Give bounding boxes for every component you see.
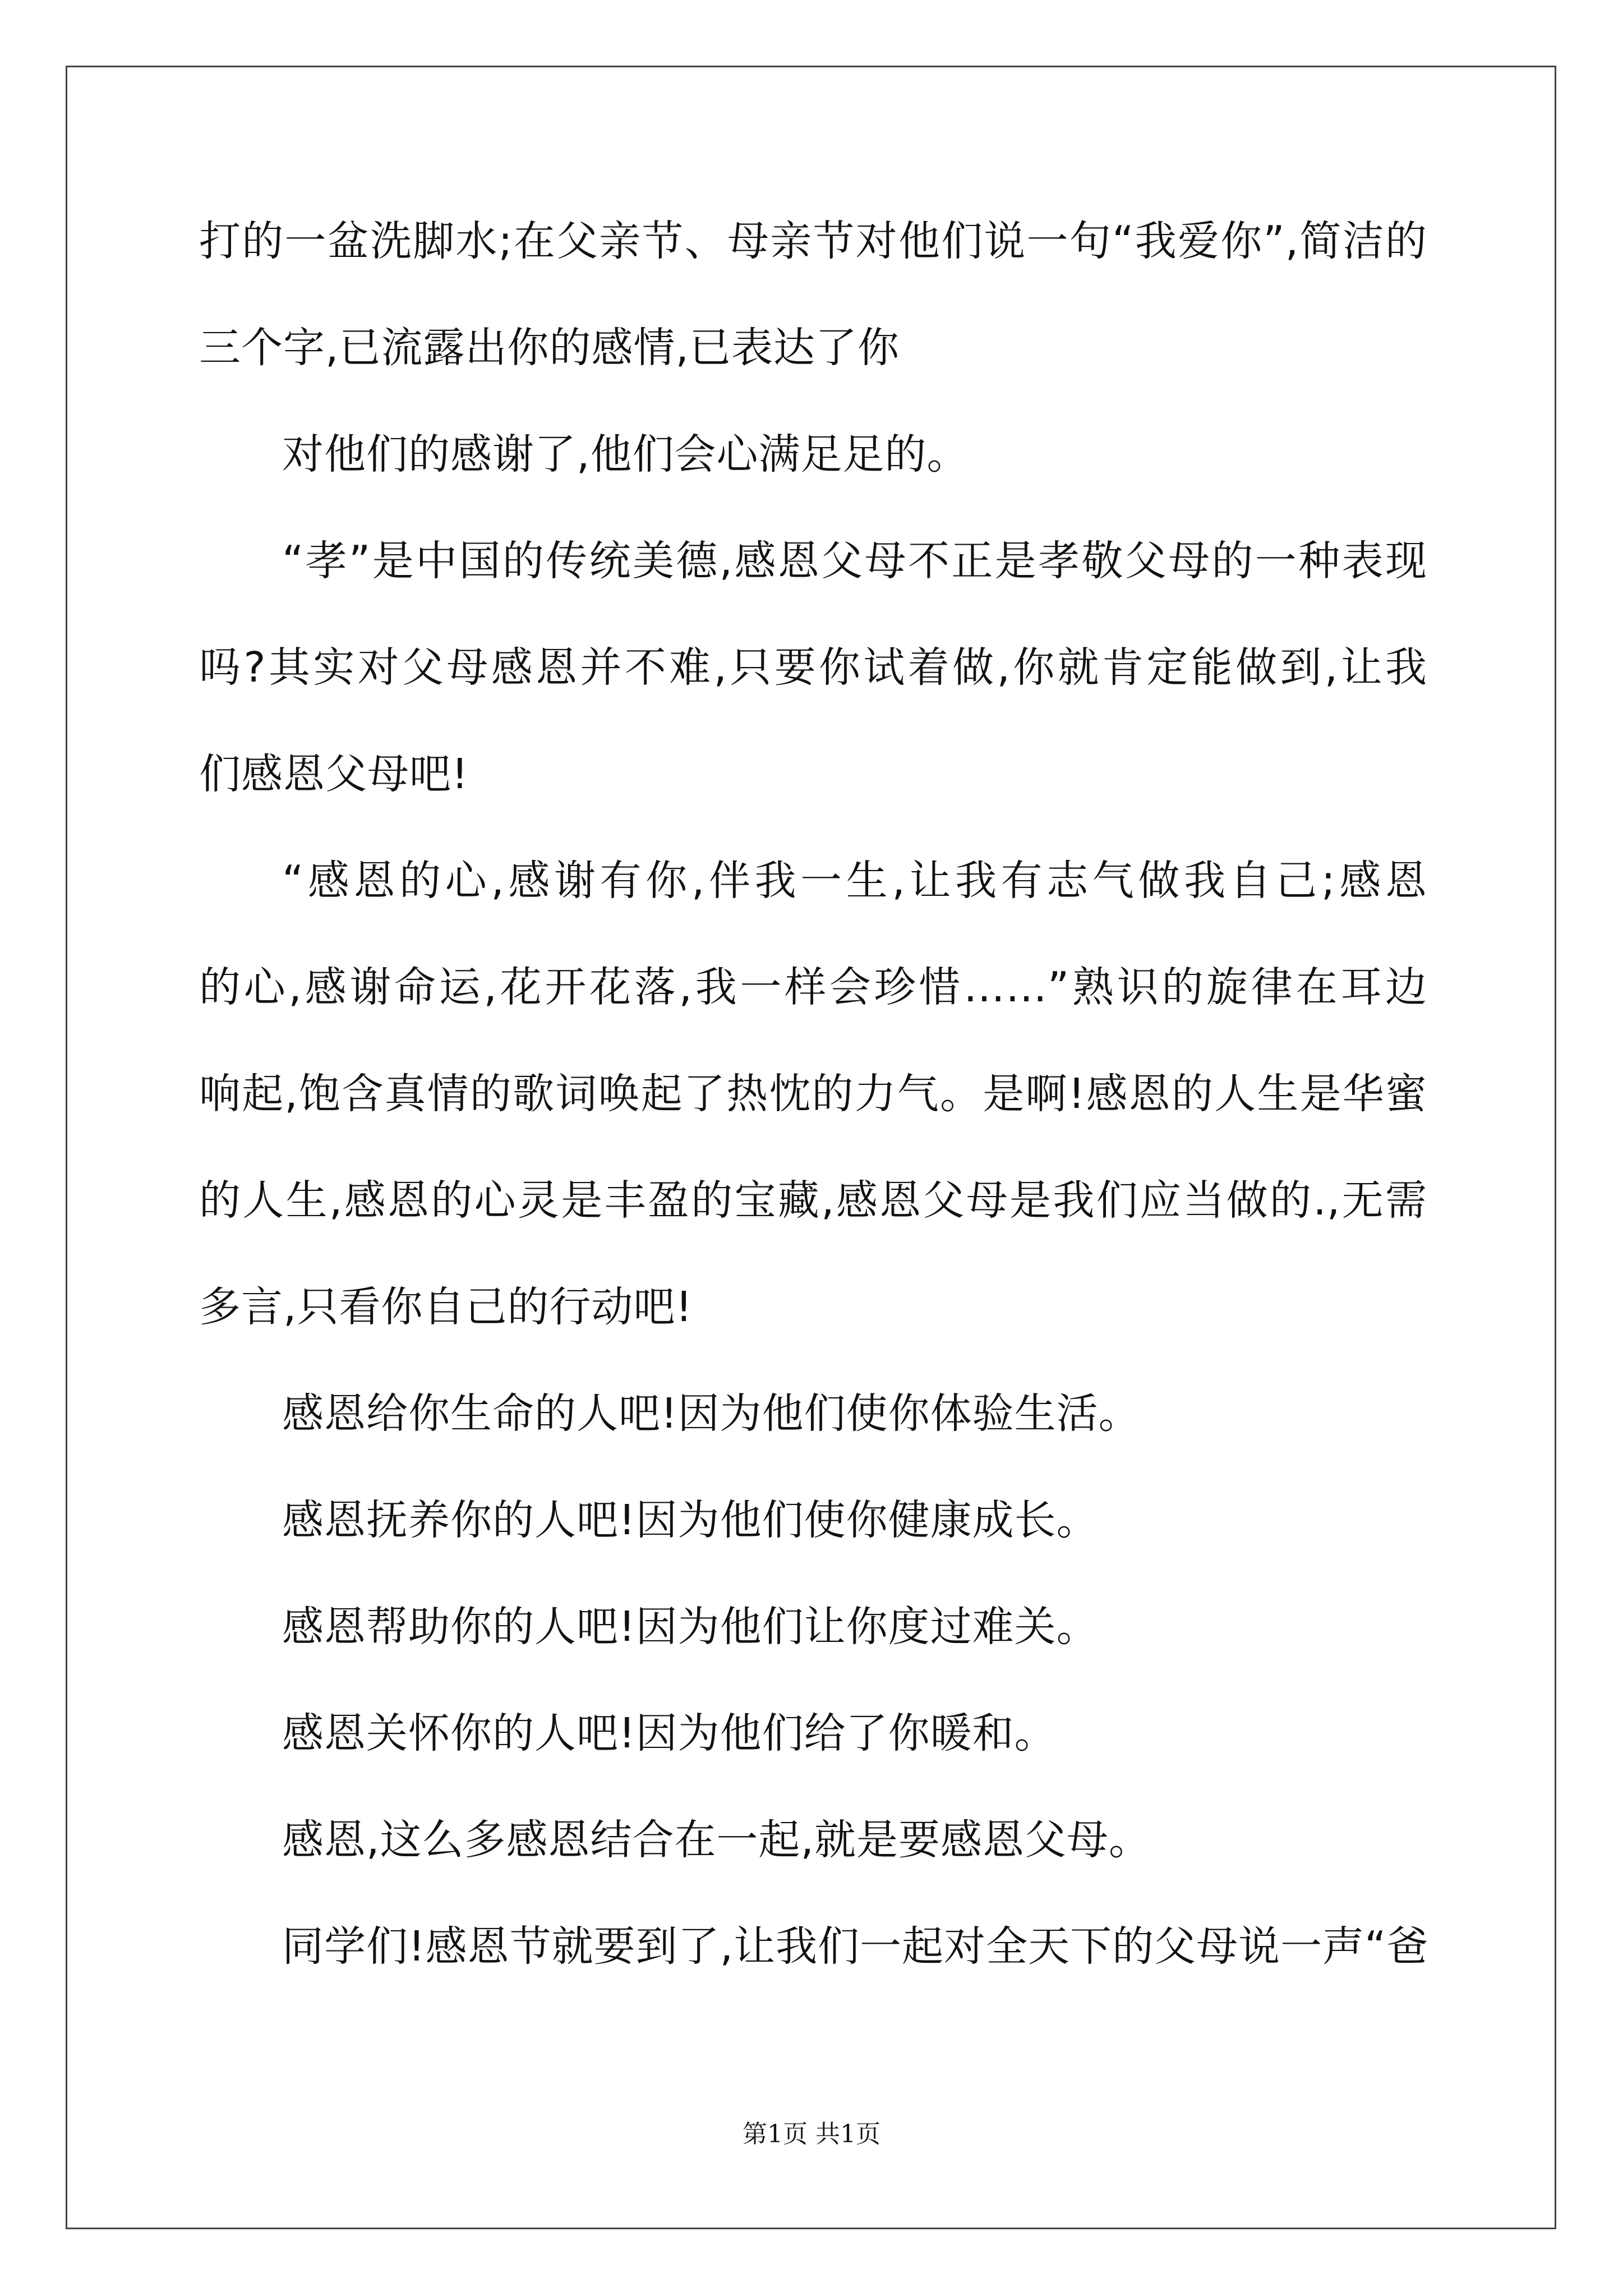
text-line-15: 感恩关怀你的人吧!因为他们给了你暖和。	[282, 1709, 1057, 1757]
page-number-footer: 第1页 共1页	[743, 2120, 880, 2148]
text-line-7: “感恩的心,感谢有你,伴我一生,让我有志气做我自己;感恩	[282, 857, 1427, 905]
text-line-4: “孝”是中国的传统美德,感恩父母不正是孝敬父母的一种表现	[282, 537, 1427, 585]
text-line-17: 同学们!感恩节就要到了,让我们一起对全天下的父母说一声“爸	[282, 1922, 1429, 1971]
text-line-2: 三个字,已流露出你的感情,已表达了你	[199, 324, 900, 372]
text-line-5: 吗?其实对父母感恩并不难,只要你试着做,你就肯定能做到,让我	[199, 643, 1427, 692]
text-line-14: 感恩帮助你的人吧!因为他们让你度过难关。	[282, 1603, 1099, 1651]
text-line-12: 感恩给你生命的人吧!因为他们使你体验生活。	[282, 1389, 1141, 1438]
text-line-10: 的人生,感恩的心灵是丰盈的宝藏,感恩父母是我们应当做的.,无需	[199, 1176, 1427, 1225]
text-line-8: 的心,感谢命运,花开花落,我一样会珍惜……”熟识的旋律在耳边	[199, 963, 1427, 1011]
text-line-1: 打的一盆洗脚水;在父亲节、母亲节对他们说一句“我爱你”,简洁的	[199, 217, 1427, 265]
page-frame	[66, 66, 1556, 2229]
text-line-9: 响起,饱含真情的歌词唤起了热忱的力气。是啊!感恩的人生是华蜜	[199, 1070, 1427, 1118]
text-line-13: 感恩抚养你的人吧!因为他们使你健康成长。	[282, 1496, 1099, 1544]
text-line-6: 们感恩父母吧!	[199, 750, 469, 798]
text-line-16: 感恩,这么多感恩结合在一起,就是要感恩父母。	[282, 1816, 1151, 1864]
text-line-11: 多言,只看你自己的行动吧!	[199, 1283, 693, 1331]
text-line-3: 对他们的感谢了,他们会心满足足的。	[282, 430, 969, 478]
